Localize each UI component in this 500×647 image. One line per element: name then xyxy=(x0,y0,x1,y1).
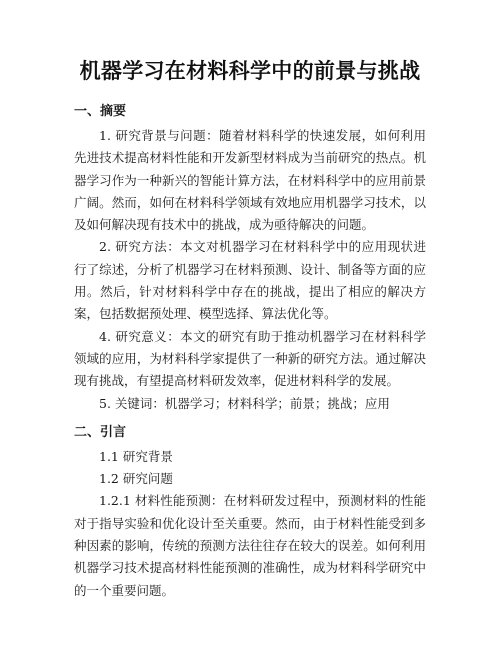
section-heading-abstract: 一、摘要 xyxy=(74,104,127,119)
section-heading-intro: 二、引言 xyxy=(74,424,127,440)
abstract-paragraph-1: 1. 研究背景与问题：随着材料科学的快速发展，如何利用先进技术提高材料性能和开发新型材料成为当前研究的热点。机器学习作为一种新兴的智能计算方法，在材料科学中的应用前景广阔。然而，如何在材料科学领域有效地应用机器学习技术，以及如何解决现有技术中的挑战，成为亟待解决的问题。 xyxy=(74,128,426,233)
document-title: 机器学习在材料科学中的前景与挑战 xyxy=(79,58,421,83)
subsection-1-2-1-paragraph: 1.2.1 材料性能预测：在材料研发过程中，预测材料的性能对于指导实验和优化设计至关重要。然而，由于材料性能受到多种因素的影响，传统的预测方法往往存在较大的误差。如何利用机器学习技术提高材料性能预测的准确性，成为材料科学研究中的一个重要问题。 xyxy=(74,493,426,598)
subsection-1-1: 1.1 研究背景 xyxy=(99,448,173,464)
abstract-keywords: 5. 关键词：机器学习；材料科学；前景；挑战；应用 xyxy=(99,395,390,411)
subsection-1-2: 1.2 研究问题 xyxy=(99,471,173,487)
abstract-paragraph-4: 4. 研究意义：本文的研究有助于推动机器学习在材料科学领域的应用，为材料科学家提供了一种新的研究方法。通过解决现有挑战，有望提高材料研发效率，促进材料科学的发展。 xyxy=(74,328,426,389)
abstract-paragraph-2: 2. 研究方法：本文对机器学习在材料科学中的应用现状进行了综述，分析了机器学习在材料预测、设计、制备等方面的应用。然后，针对材料科学中存在的挑战，提出了相应的解决方案，包括数据预处理、模型选择、算法优化等。 xyxy=(74,239,426,322)
